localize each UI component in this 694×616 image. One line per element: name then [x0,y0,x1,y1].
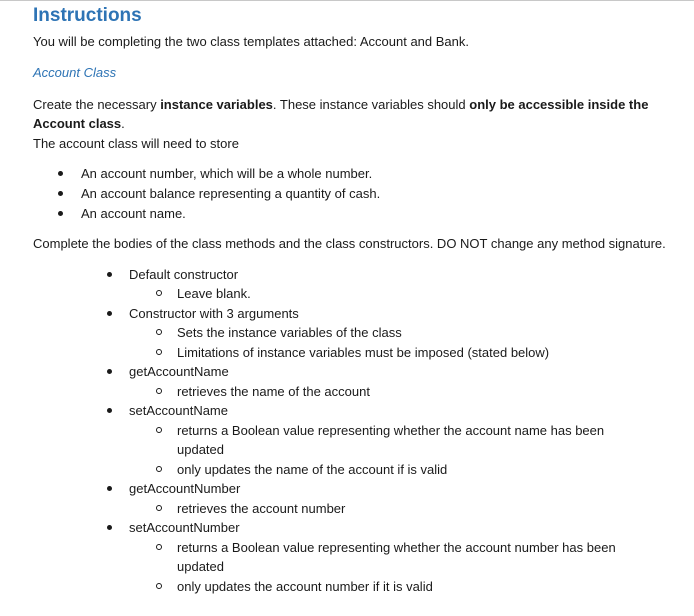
method-details [129,323,673,362]
section-subheading: Account Class [33,64,117,80]
method-item [33,479,673,518]
method-details [129,421,673,480]
para1-text-2: . These instance variables should [272,96,470,112]
method-item [33,362,673,401]
list-item: An account balance representing a quantity of cash. [33,184,673,204]
list-item: An account number, which will be a whole number. [33,164,673,184]
store-list [33,164,673,224]
para1-text-3: . [121,116,125,131]
page-title: Instructions [33,5,142,26]
detail-item: returns a Boolean value representing whether the account name has been updated [129,421,617,460]
detail-item: retrieves the account number [129,499,617,519]
method-name: Constructor with 3 arguments [129,305,299,321]
method-details [129,499,673,519]
para1-bold-2: only be accessible inside the Account class [33,96,649,131]
detail-item: retrieves the name of the account [129,382,617,402]
method-item [33,518,673,596]
intro-text: You will be completing the two class templates attached: Account and Bank. [33,34,470,49]
para1-bold-1: instance variables [160,96,273,112]
method-details [129,284,673,304]
top-rule [0,0,694,1]
methods-paragraph: Complete the bodies of the class methods and the class constructors. DO NOT change any method signature. [33,236,666,251]
method-name: Default constructor [129,266,239,282]
detail-item: only updates the name of the account if is valid [129,460,617,480]
method-item [33,401,673,479]
store-intro: The account class will need to store [33,135,239,151]
method-item [33,265,673,304]
method-name: getAccountNumber [129,481,241,496]
method-name: setAccountName [129,403,228,418]
method-details [129,538,673,597]
method-name: getAccountName [129,364,229,379]
document-page [33,4,673,596]
detail-item: returns a Boolean value representing whether the account number has been updated [129,538,617,577]
instance-variables-paragraph [33,95,673,134]
method-details [129,382,673,402]
methods-list [33,265,673,597]
detail-item: Leave blank. [129,284,617,304]
para1-text-1: Create the necessary [33,96,161,112]
detail-item: only updates the account number if it is valid [129,577,617,597]
method-name: setAccountNumber [129,520,240,535]
detail-item: Sets the instance variables of the class [129,323,617,343]
list-item: An account name. [33,204,673,224]
method-item [33,304,673,363]
detail-item: Limitations of instance variables must be imposed (stated below) [129,343,617,363]
